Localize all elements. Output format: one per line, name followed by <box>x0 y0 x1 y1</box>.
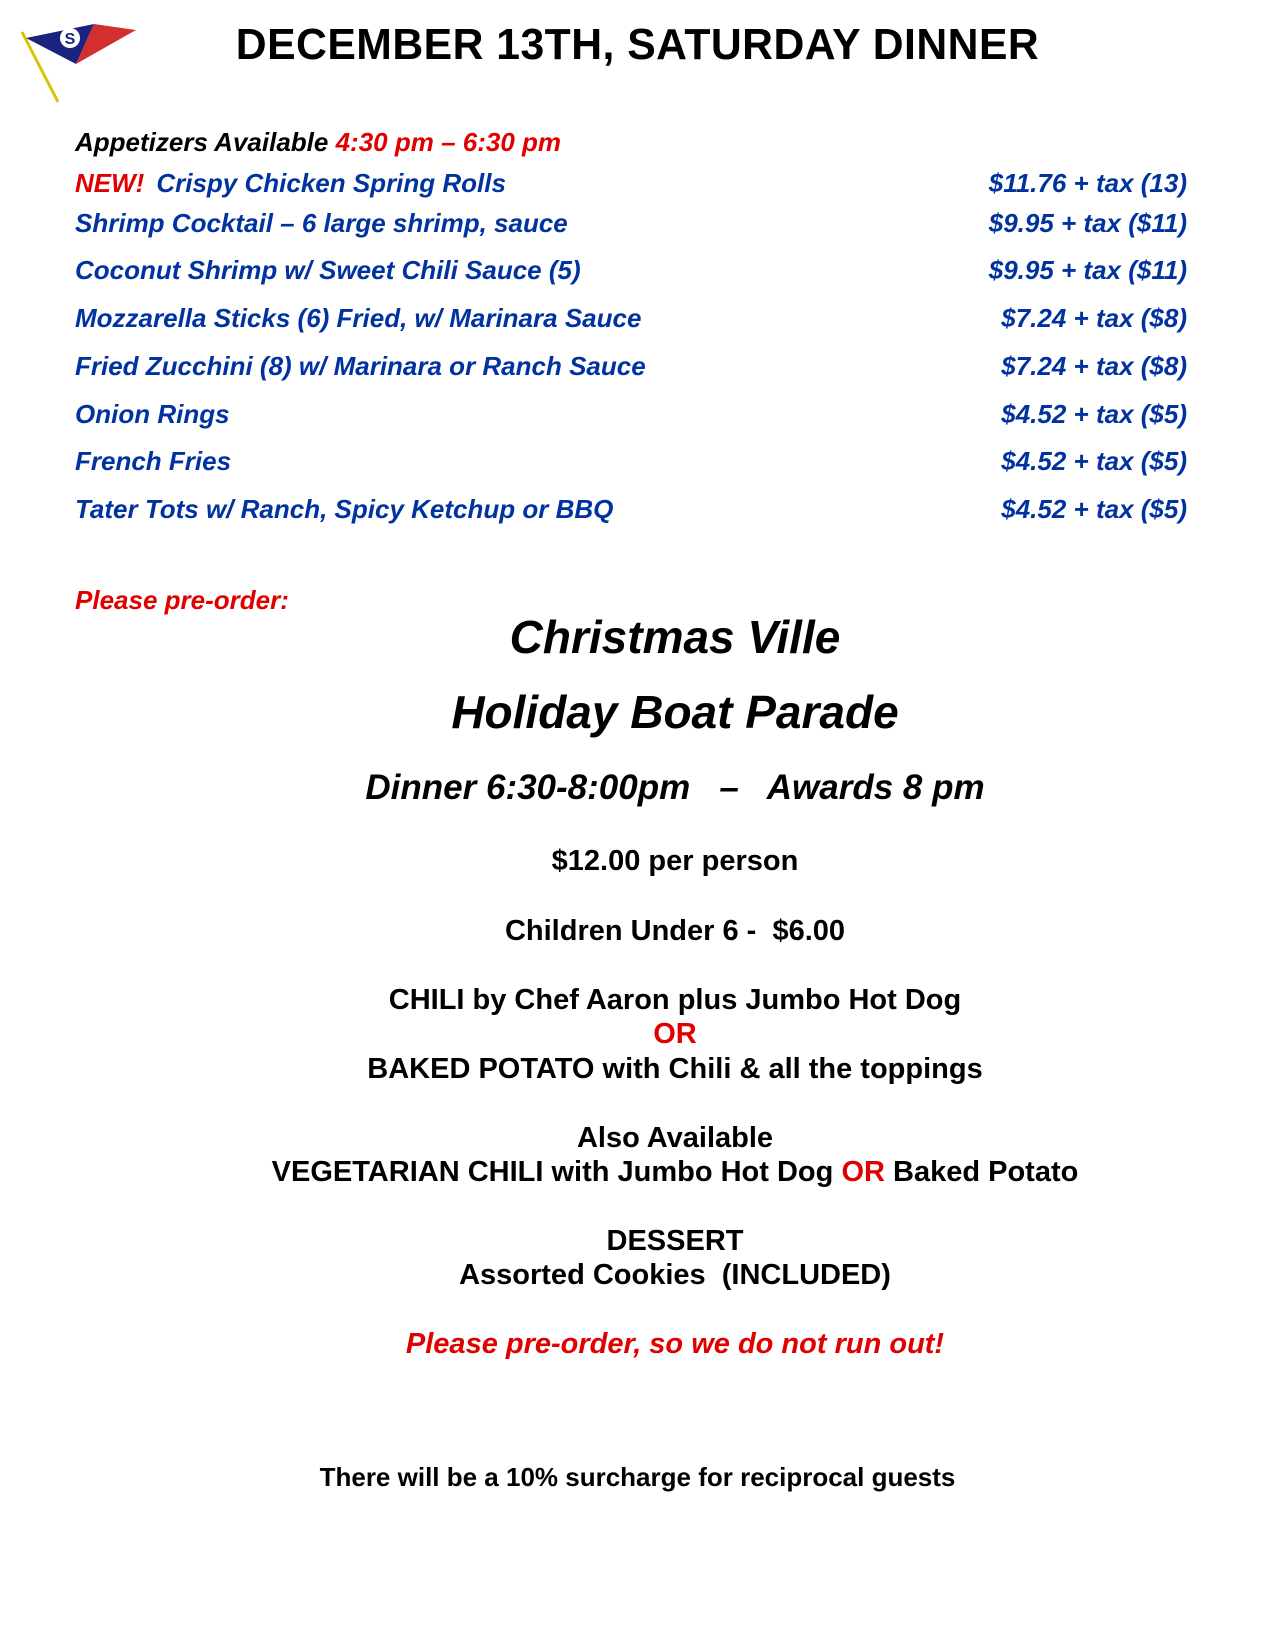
menu-item-name: Mozzarella Sticks (6) Fried, w/ Marinara Sauce <box>75 303 642 333</box>
or-divider: OR <box>841 1156 885 1188</box>
appetizers-time: 4:30 pm – 6:30 pm <box>335 127 562 157</box>
event-subtitle: Holiday Boat Parade <box>451 686 899 738</box>
menu-item-price: $4.52 + tax ($5) <box>1001 399 1187 429</box>
new-badge: NEW! <box>75 168 145 198</box>
menu-item-name: Fried Zucchini (8) w/ Marinara or Ranch Sauce <box>75 351 646 381</box>
menu-item-price: $4.52 + tax ($5) <box>1001 446 1187 476</box>
menu-item-name: French Fries <box>75 446 232 476</box>
menu-item-name: Shrimp Cocktail – 6 large shrimp, sauce <box>75 208 568 238</box>
dinner-option-2: BAKED POTATO with Chili & all the toppings <box>367 1053 983 1085</box>
also-available-label: Also Available <box>576 1122 774 1154</box>
menu-item-price: $9.95 + tax ($11) <box>988 255 1187 285</box>
logo-letter: S <box>64 31 76 48</box>
dessert-item: Assorted Cookies (INCLUDED) <box>459 1259 891 1291</box>
event-price: $12.00 per person <box>551 845 799 877</box>
preorder-note: Please pre-order, so we do not run out! <box>405 1328 945 1360</box>
dessert-label: DESSERT <box>606 1225 744 1257</box>
menu-item-price: $4.52 + tax ($5) <box>1001 494 1187 524</box>
menu-item-price: $11.76 + tax (13) <box>988 168 1187 198</box>
preorder-label: Please pre-order: <box>75 585 289 615</box>
event-title: Christmas Ville <box>509 611 841 663</box>
event-schedule: Dinner 6:30-8:00pm – Awards 8 pm <box>365 768 985 807</box>
surcharge-note: There will be a 10% surcharge for reciprocal guests <box>319 1462 956 1492</box>
appetizers-label: Appetizers Available <box>75 127 329 157</box>
vegetarian-option: VEGETARIAN CHILI with Jumbo Hot Dog OR Baked Potato <box>271 1156 1079 1188</box>
appetizers-heading <box>75 127 561 158</box>
menu-item-price: $7.24 + tax ($8) <box>1001 303 1187 333</box>
menu-item-name: Tater Tots w/ Ranch, Spicy Ketchup or BBQ <box>75 494 614 524</box>
page-title: DECEMBER 13TH, SATURDAY DINNER <box>235 20 1040 69</box>
menu-item-name: Onion Rings <box>75 399 230 429</box>
menu-item-price: $7.24 + tax ($8) <box>1001 351 1187 381</box>
menu-item-price: $9.95 + tax ($11) <box>988 208 1187 238</box>
dinner-option-1: CHILI by Chef Aaron plus Jumbo Hot Dog <box>388 984 962 1016</box>
or-divider: OR <box>653 1018 697 1050</box>
menu-item-name: NEW! Crispy Chicken Spring Rolls <box>75 168 506 198</box>
children-price: Children Under 6 - $6.00 <box>504 915 846 947</box>
menu-item-name: Coconut Shrimp w/ Sweet Chili Sauce (5) <box>75 255 581 285</box>
